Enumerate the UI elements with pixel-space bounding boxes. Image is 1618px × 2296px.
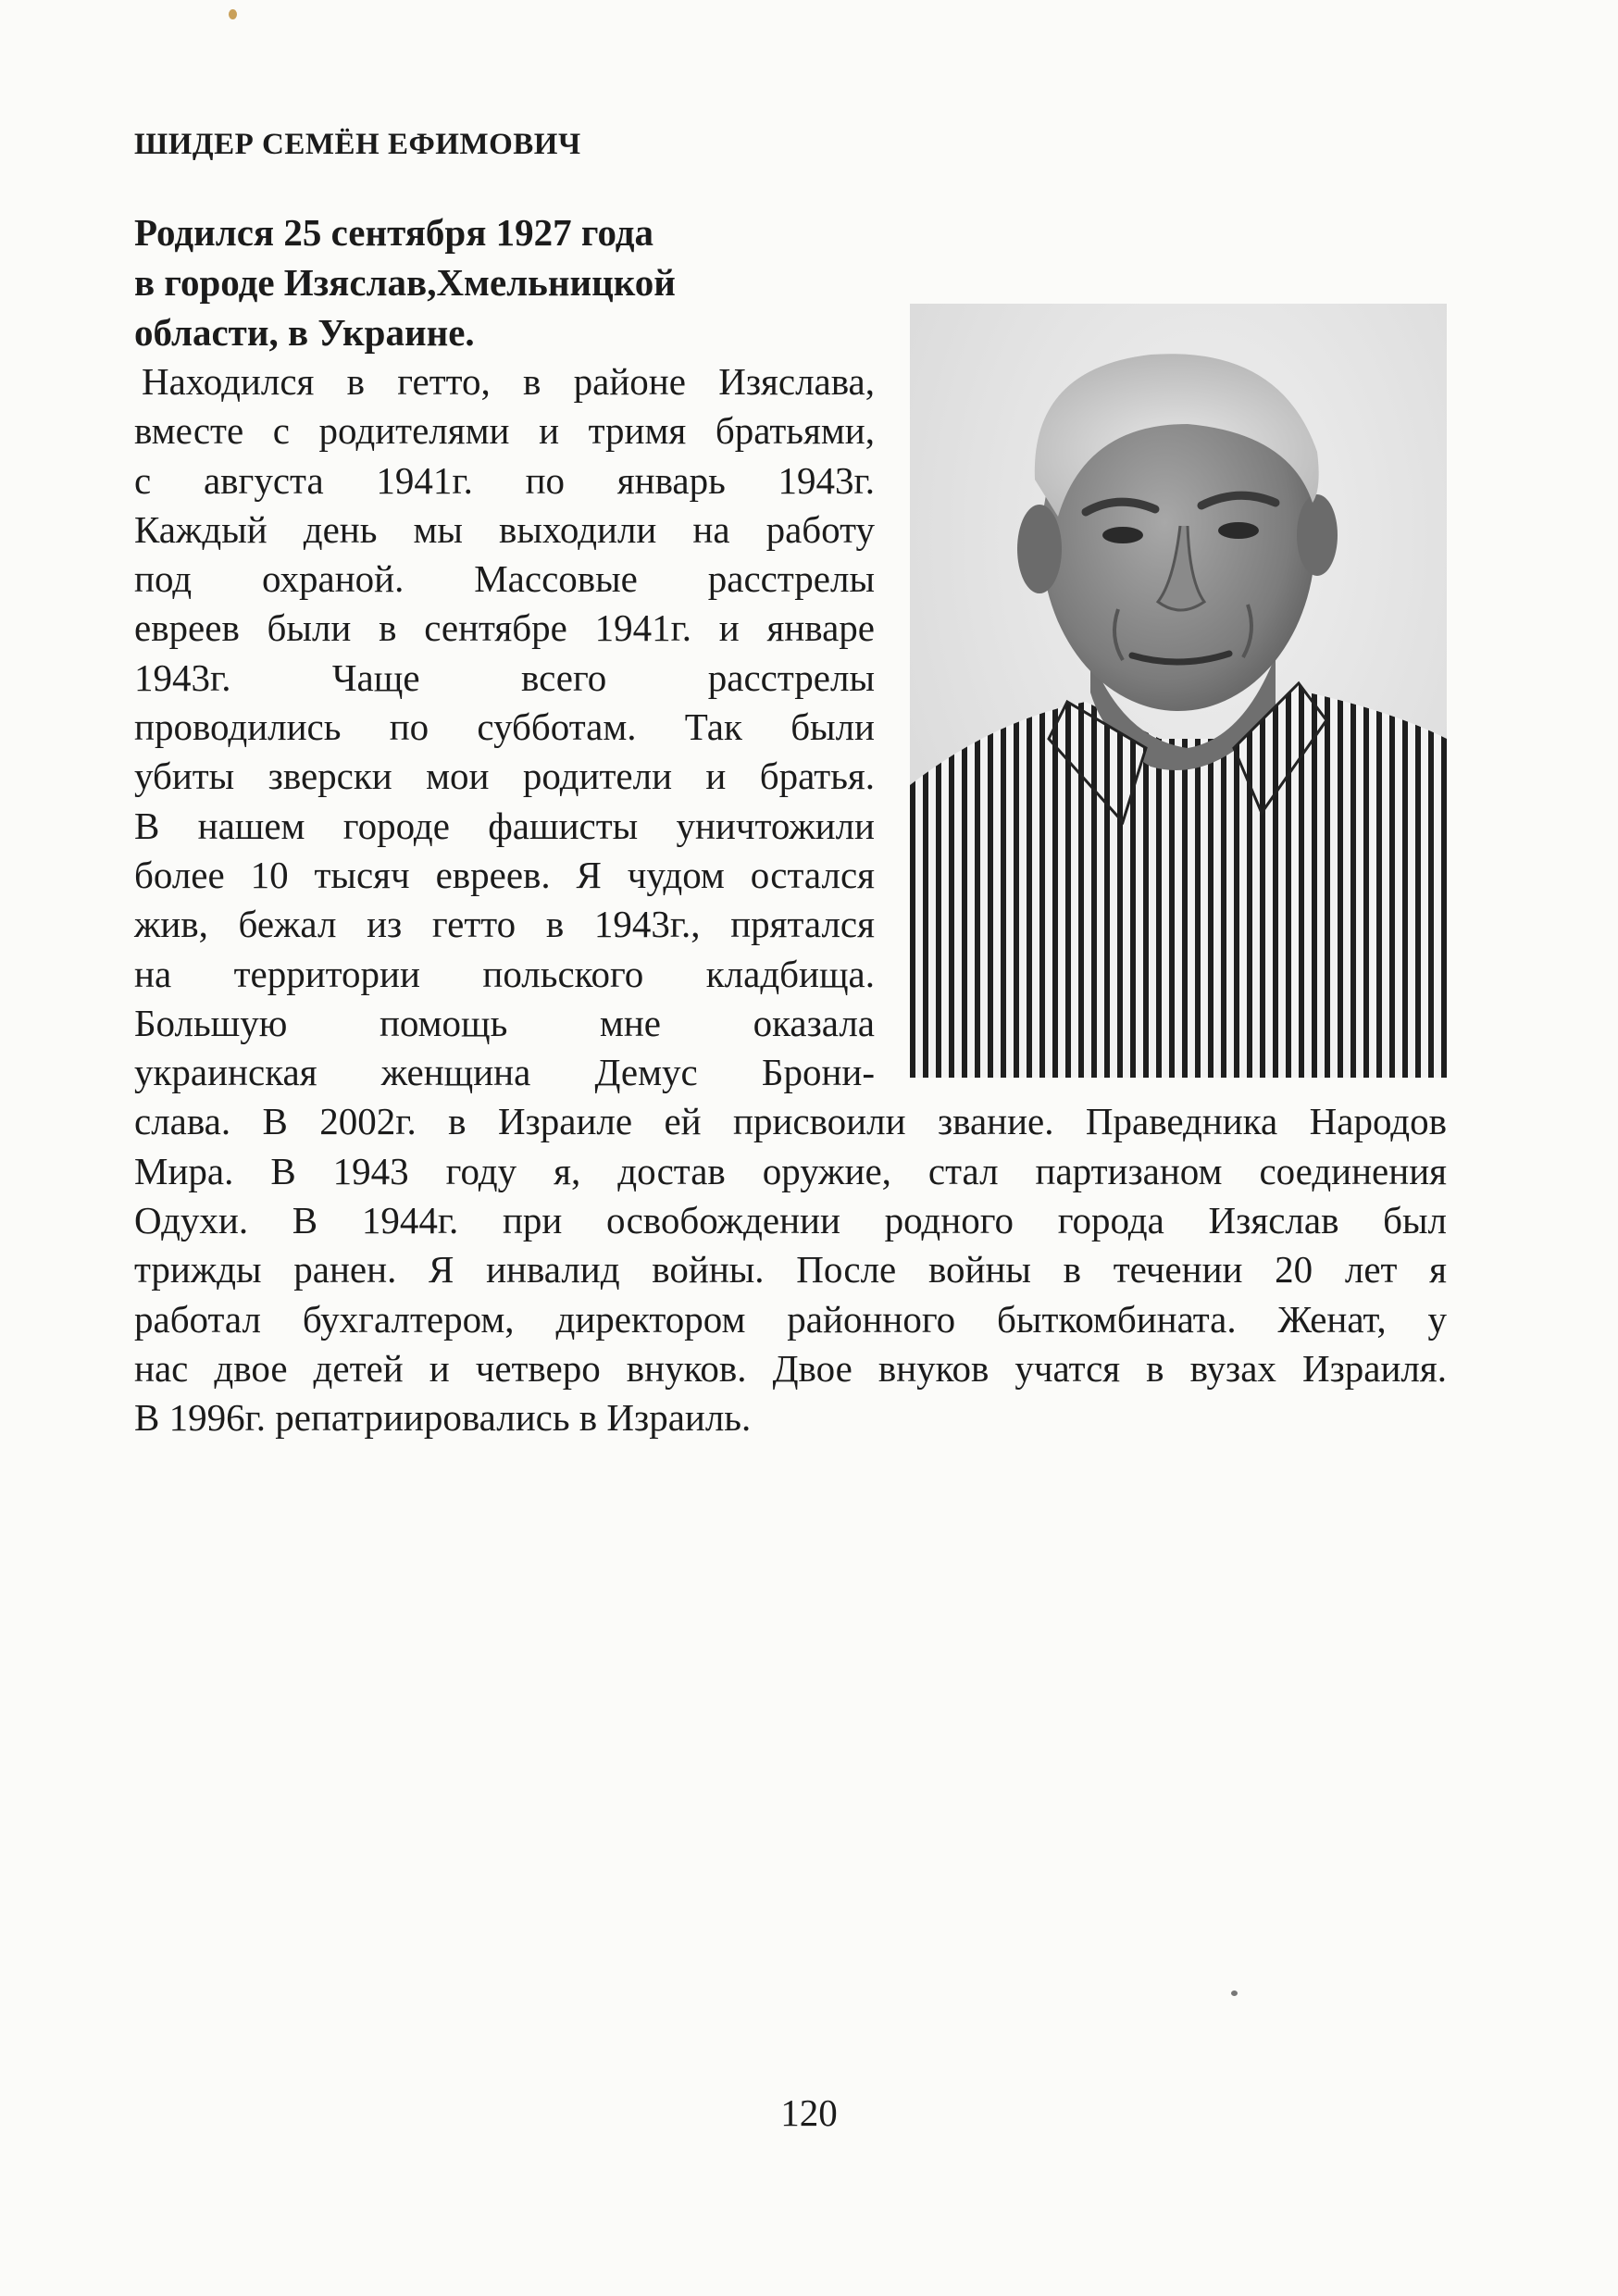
text-line: на территории польского кладбища. xyxy=(134,952,875,995)
text-line: убиты зверски мои родители и братья. xyxy=(134,755,875,798)
birth-info xyxy=(134,207,801,357)
text-line: евреев были в сентябре 1941г. и январе xyxy=(134,606,875,650)
text-line: украинская женщина Демус Брони- xyxy=(134,1051,875,1094)
text-line: нас двое детей и четверо внуков. Двое внуков учатся в вузах Израиля. xyxy=(134,1346,1447,1390)
text-line: вместе с родителями и тримя братьями, xyxy=(134,409,875,453)
text-line: Одухи. В 1944г. при освобождении родного города Изяслав был xyxy=(134,1199,1447,1242)
text-line: слава. В 2002г. в Израиле ей присвоили звание. Праведника Народов xyxy=(134,1100,1447,1143)
paper-speck xyxy=(1231,1990,1238,1996)
text-line: проводились по субботам. Так были xyxy=(134,705,875,749)
person-name-heading: ШИДЕР СЕМЁН ЕФИМОВИЧ xyxy=(134,128,581,161)
text-line: 1943г. Чаще всего расстрелы xyxy=(134,655,875,699)
text-line: работал бухгалтером, директором районного быткомбината. Женат, у xyxy=(134,1297,1447,1341)
text-line: Большую помощь мне оказала xyxy=(134,1001,875,1044)
paper-speck xyxy=(229,9,237,19)
biography-text xyxy=(134,357,1447,1443)
text-line: Каждый день мы выходили на работу xyxy=(134,507,875,551)
birth-line: в городе Изяслав,Хмельницкой xyxy=(134,261,676,304)
text-line: В нашем городе фашисты уничтожили xyxy=(134,804,875,847)
birth-line: Родился 25 сентября 1927 года xyxy=(134,211,654,254)
text-line: В 1996г. репатриировались в Израиль. xyxy=(134,1396,752,1440)
text-line: под охраной. Массовые расстрелы xyxy=(134,557,875,601)
text-line: Находился в гетто, в районе Изяслава, xyxy=(142,360,875,403)
text-line: жив, бежал из гетто в 1943г., прятался xyxy=(134,903,875,946)
birth-line: области, в Украине. xyxy=(134,311,475,354)
text-line: трижды ранен. Я инвалид войны. После войны в течении 20 лет я xyxy=(134,1248,1447,1292)
page-number: 120 xyxy=(780,2091,838,2134)
text-line: с августа 1941г. по январь 1943г. xyxy=(134,458,875,502)
text-line: более 10 тысяч евреев. Я чудом остался xyxy=(134,853,875,896)
text-line: Мира. В 1943 году я, достав оружие, стал партизаном соединения xyxy=(134,1149,1447,1192)
